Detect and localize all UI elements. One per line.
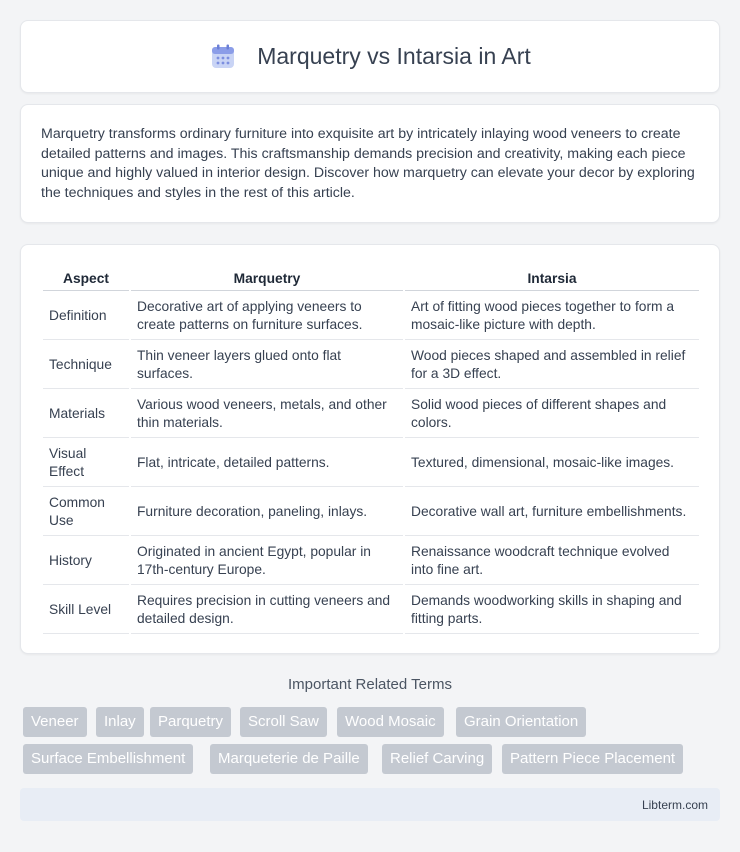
table-row <box>43 342 699 389</box>
calendar-icon <box>209 43 237 71</box>
related-term-tag[interactable]: Inlay <box>96 707 144 737</box>
table-row <box>43 587 699 634</box>
comparison-table-card <box>20 244 720 654</box>
related-term-tag[interactable]: Scroll Saw <box>240 707 327 737</box>
related-term-tag[interactable]: Pattern Piece Placement <box>502 744 683 774</box>
row-intarsia: Decorative wall art, furniture embellishments. <box>405 489 699 536</box>
row-aspect: History <box>43 538 129 585</box>
related-term-tag[interactable]: Surface Embellishment <box>23 744 193 774</box>
row-marquetry: Requires precision in cutting veneers and detailed design. <box>131 587 403 634</box>
intro-card <box>20 104 720 223</box>
related-term-tag[interactable]: Marqueterie de Paille <box>210 744 368 774</box>
row-aspect: Definition <box>43 293 129 340</box>
row-marquetry: Furniture decoration, paneling, inlays. <box>131 489 403 536</box>
related-term-tag[interactable]: Parquetry <box>150 707 231 737</box>
column-header-marquetry: Marquetry <box>131 267 403 291</box>
related-term-tag[interactable]: Grain Orientation <box>456 707 586 737</box>
row-aspect: Visual Effect <box>43 440 129 487</box>
column-header-intarsia: Intarsia <box>405 267 699 291</box>
row-marquetry: Thin veneer layers glued onto flat surfaces. <box>131 342 403 389</box>
intro-text: Marquetry transforms ordinary furniture into exquisite art by intricately inlaying wood veneers to create detailed patterns and images. This craftsmanship demands precision and creativity, making each piece unique and highly valued in interior design. Discover how marquetry can elevate your decor by exploring the techniques and styles in the rest of this article. <box>41 126 695 201</box>
row-intarsia: Demands woodworking skills in shaping and fitting parts. <box>405 587 699 634</box>
row-aspect: Materials <box>43 391 129 438</box>
footer-site-link[interactable]: Libterm.com <box>641 797 708 812</box>
table-row <box>43 391 699 438</box>
row-aspect: Skill Level <box>43 587 129 634</box>
row-intarsia: Textured, dimensional, mosaic-like images. <box>405 440 699 487</box>
related-term-tag[interactable]: Relief Carving <box>382 744 492 774</box>
row-intarsia: Art of fitting wood pieces together to form a mosaic-like picture with depth. <box>405 293 699 340</box>
related-term-tag[interactable]: Wood Mosaic <box>337 707 444 737</box>
header-card <box>20 20 720 93</box>
row-marquetry: Decorative art of applying veneers to create patterns on furniture surfaces. <box>131 293 403 340</box>
table-row <box>43 293 699 340</box>
related-term-tag[interactable]: Veneer <box>23 707 87 737</box>
footer <box>20 788 720 821</box>
row-intarsia: Solid wood pieces of different shapes and colors. <box>405 391 699 438</box>
table-header-row <box>43 267 699 291</box>
row-intarsia: Renaissance woodcraft technique evolved into fine art. <box>405 538 699 585</box>
row-marquetry: Originated in ancient Egypt, popular in 17th-century Europe. <box>131 538 403 585</box>
page-title: Marquetry vs Intarsia in Art <box>257 43 531 69</box>
row-intarsia: Wood pieces shaped and assembled in relief for a 3D effect. <box>405 342 699 389</box>
table-row <box>43 440 699 487</box>
related-terms-title: Important Related Terms <box>288 676 452 693</box>
row-aspect: Technique <box>43 342 129 389</box>
table-row <box>43 538 699 585</box>
row-marquetry: Various wood veneers, metals, and other thin materials. <box>131 391 403 438</box>
column-header-aspect: Aspect <box>43 267 129 291</box>
comparison-table <box>41 265 701 636</box>
row-aspect: Common Use <box>43 489 129 536</box>
row-marquetry: Flat, intricate, detailed patterns. <box>131 440 403 487</box>
table-row <box>43 489 699 536</box>
